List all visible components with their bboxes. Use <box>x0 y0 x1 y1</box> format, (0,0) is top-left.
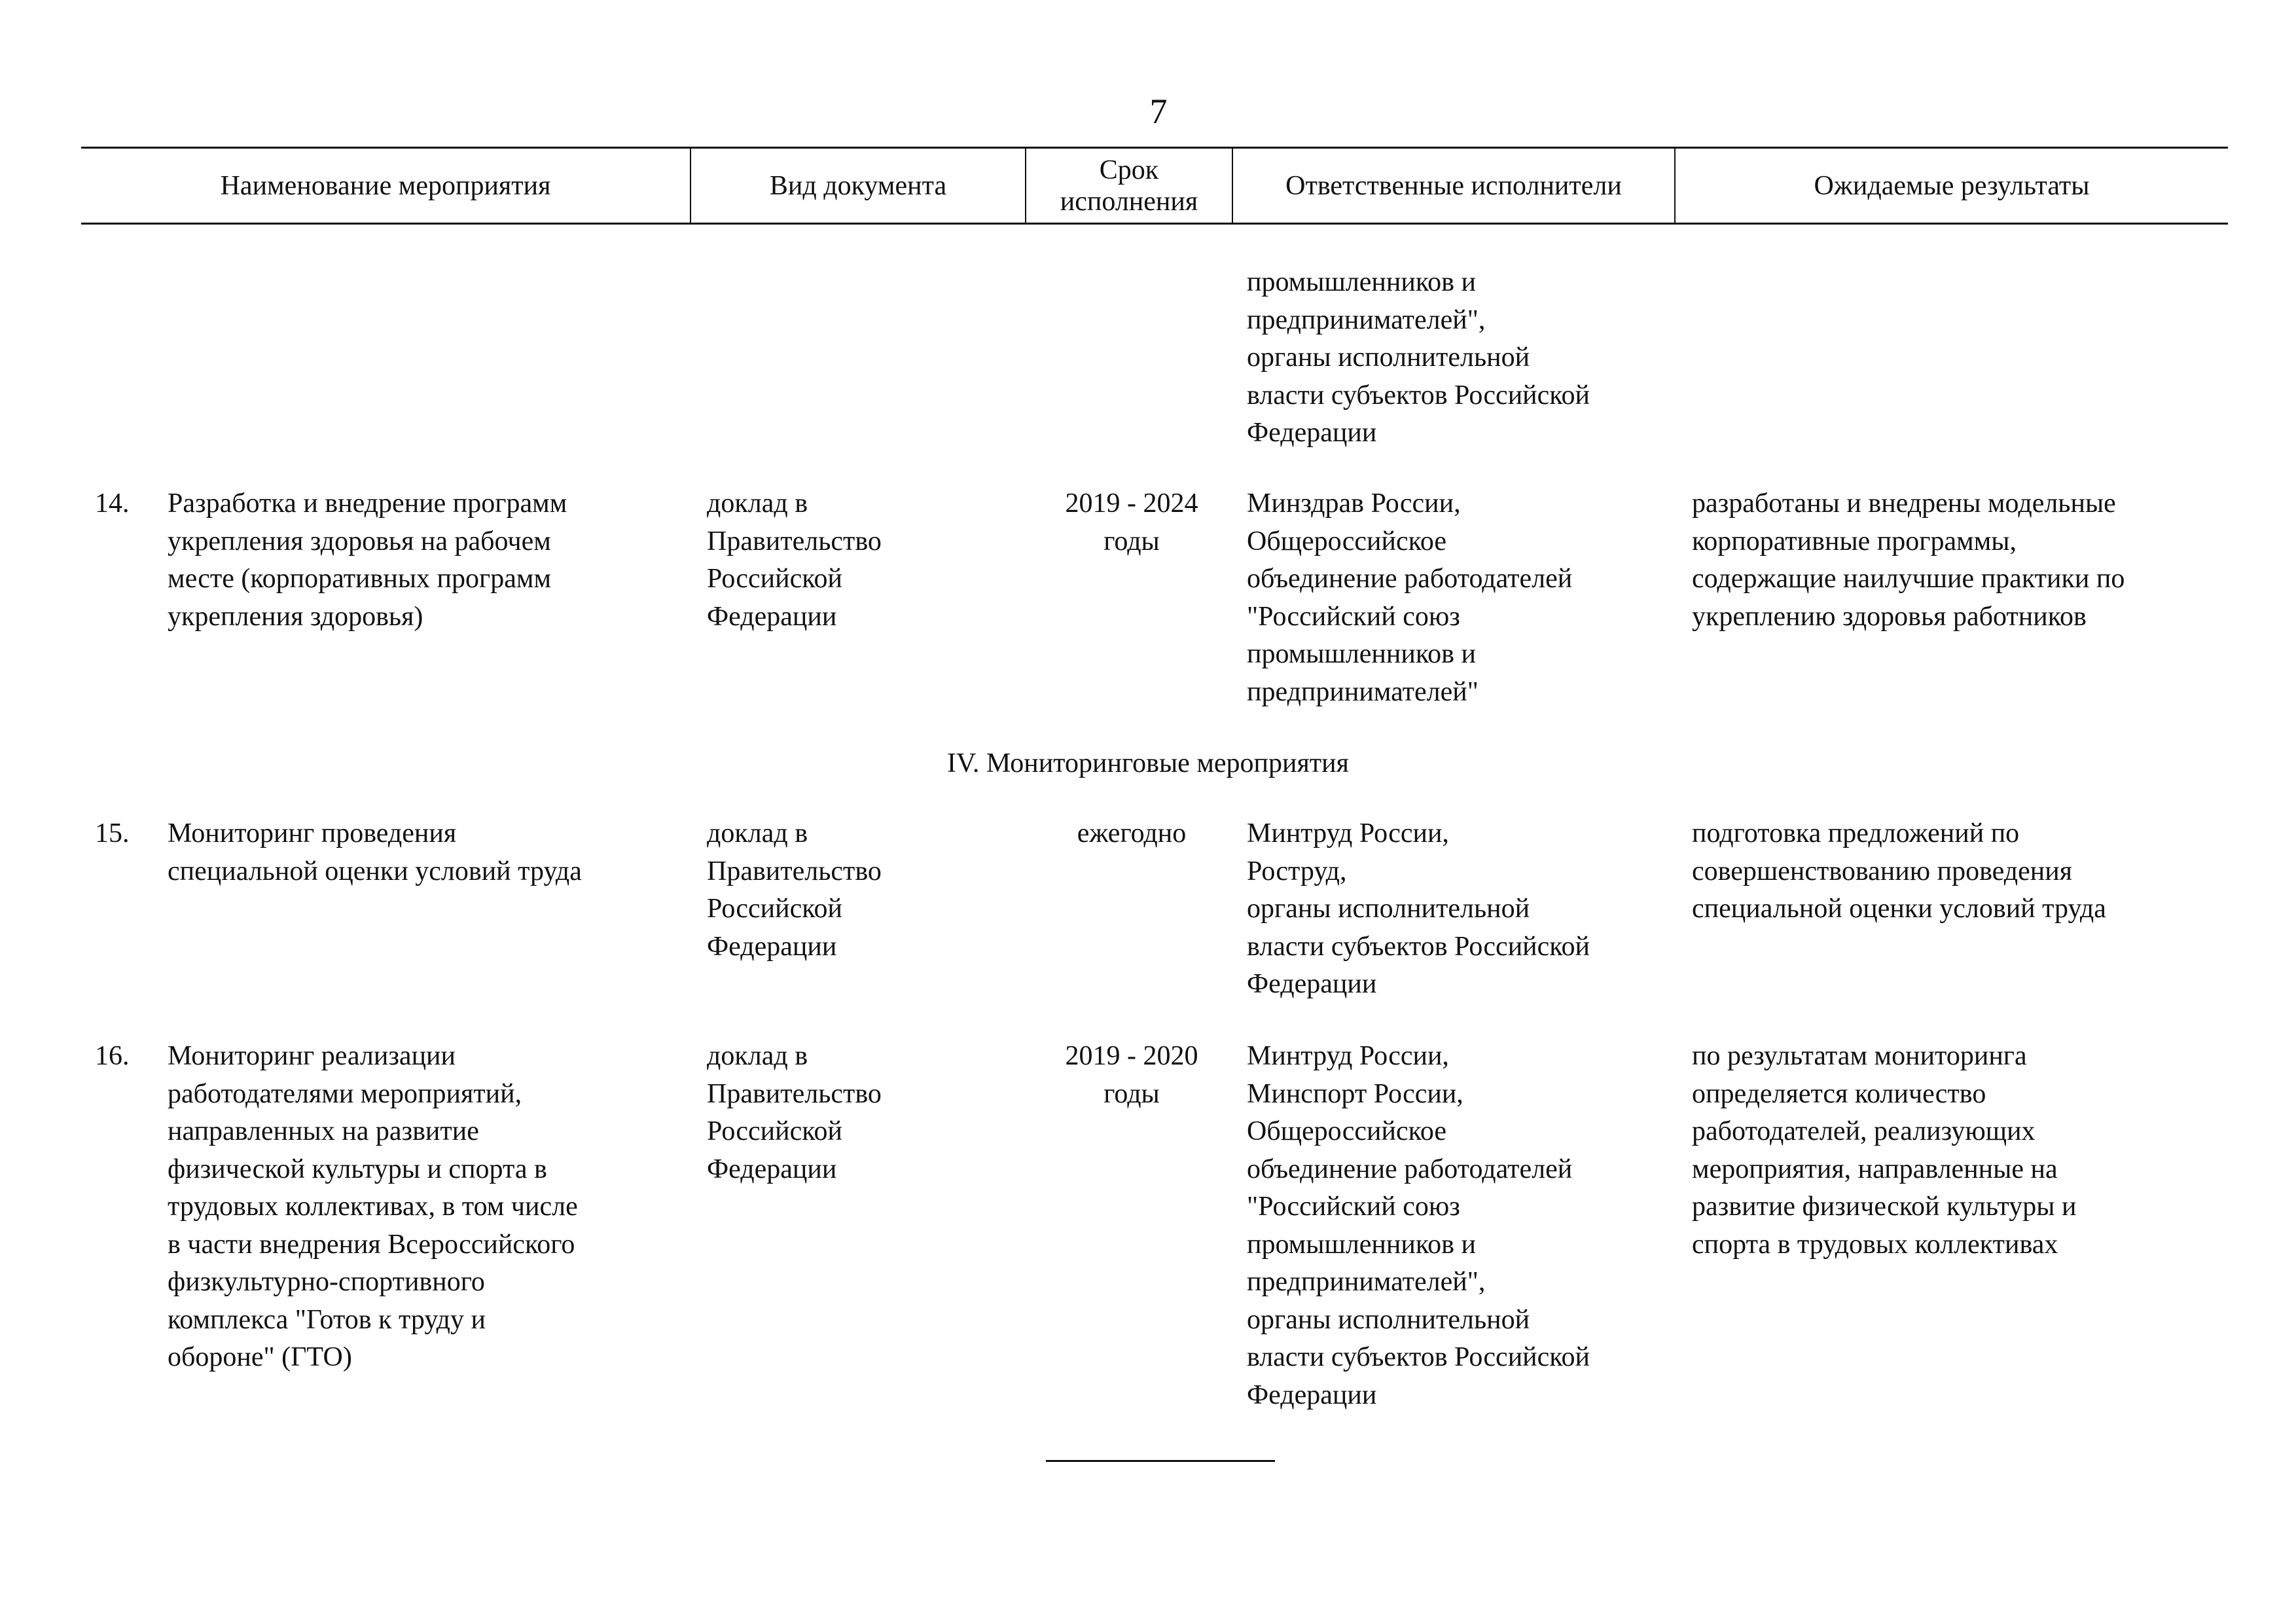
row-number: 14. <box>95 488 130 519</box>
row-doc-type: доклад в Правительство Российской Федерации <box>707 1041 882 1184</box>
continuation-responsible: промышленников и предпринимателей", органы исполнительной власти субъектов Российской Федерации <box>1247 267 1590 448</box>
header-col-name: Наименование мероприятия <box>220 170 551 201</box>
row-name: Мониторинг реализации работодателями мероприятий, направленных на развитие физической культуры и спорта в трудовых коллективах, в том числе в части внедрения Всероссийского физкультурно-спортивного комплекса "Готов к труду и обороне" (ГТО) <box>168 1041 578 1372</box>
row-result: по результатам мониторинга определяется количество работодателей, реализующих мероприятия, направленные на развитие физической культуры и спорта в трудовых коллективах <box>1692 1041 2077 1260</box>
row-term: ежегодно <box>1077 818 1187 848</box>
header-col-result: Ожидаемые результаты <box>1814 170 2090 201</box>
row-responsible: Минздрав России, Общероссийское объединение работодателей "Российский союз промышленников и предпринимателей" <box>1247 488 1573 707</box>
section-title: IV. Мониторинговые мероприятия <box>947 748 1349 778</box>
row-number: 16. <box>95 1041 130 1071</box>
row-doc-type: доклад в Правительство Российской Федерации <box>707 818 882 962</box>
row-name: Мониторинг проведения специальной оценки условий труда <box>168 818 582 886</box>
footer-rule <box>1046 1460 1275 1462</box>
header-col-responsible: Ответственные исполнители <box>1285 170 1622 201</box>
row-responsible: Минтруд России, Минспорт России, Общероссийское объединение работодателей "Российский союз промышленников и предпринимателей", органы исполнительной власти субъектов Российской Федерации <box>1247 1041 1590 1410</box>
row-doc-type: доклад в Правительство Российской Федерации <box>707 488 882 632</box>
row-responsible: Минтруд России, Роструд, органы исполнительной власти субъектов Российской Федерации <box>1247 818 1590 999</box>
page-number: 7 <box>1149 92 1168 131</box>
header-bottom-rule <box>81 223 2228 225</box>
row-term: 2019 - 2024 годы <box>1065 488 1198 556</box>
row-result: разработаны и внедрены модельные корпоративные программы, содержащие наилучшие практики по укреплению здоровья работников <box>1692 488 2125 632</box>
row-term: 2019 - 2020 годы <box>1065 1041 1198 1109</box>
header-col-term: Срок исполнения <box>1060 155 1198 217</box>
header-col-doc: Вид документа <box>769 170 947 201</box>
row-result: подготовка предложений по совершенствованию проведения специальной оценки условий труда <box>1692 818 2106 924</box>
row-name: Разработка и внедрение программ укрепления здоровья на рабочем месте (корпоративных программ укрепления здоровья) <box>168 488 567 632</box>
row-number: 15. <box>95 818 130 848</box>
